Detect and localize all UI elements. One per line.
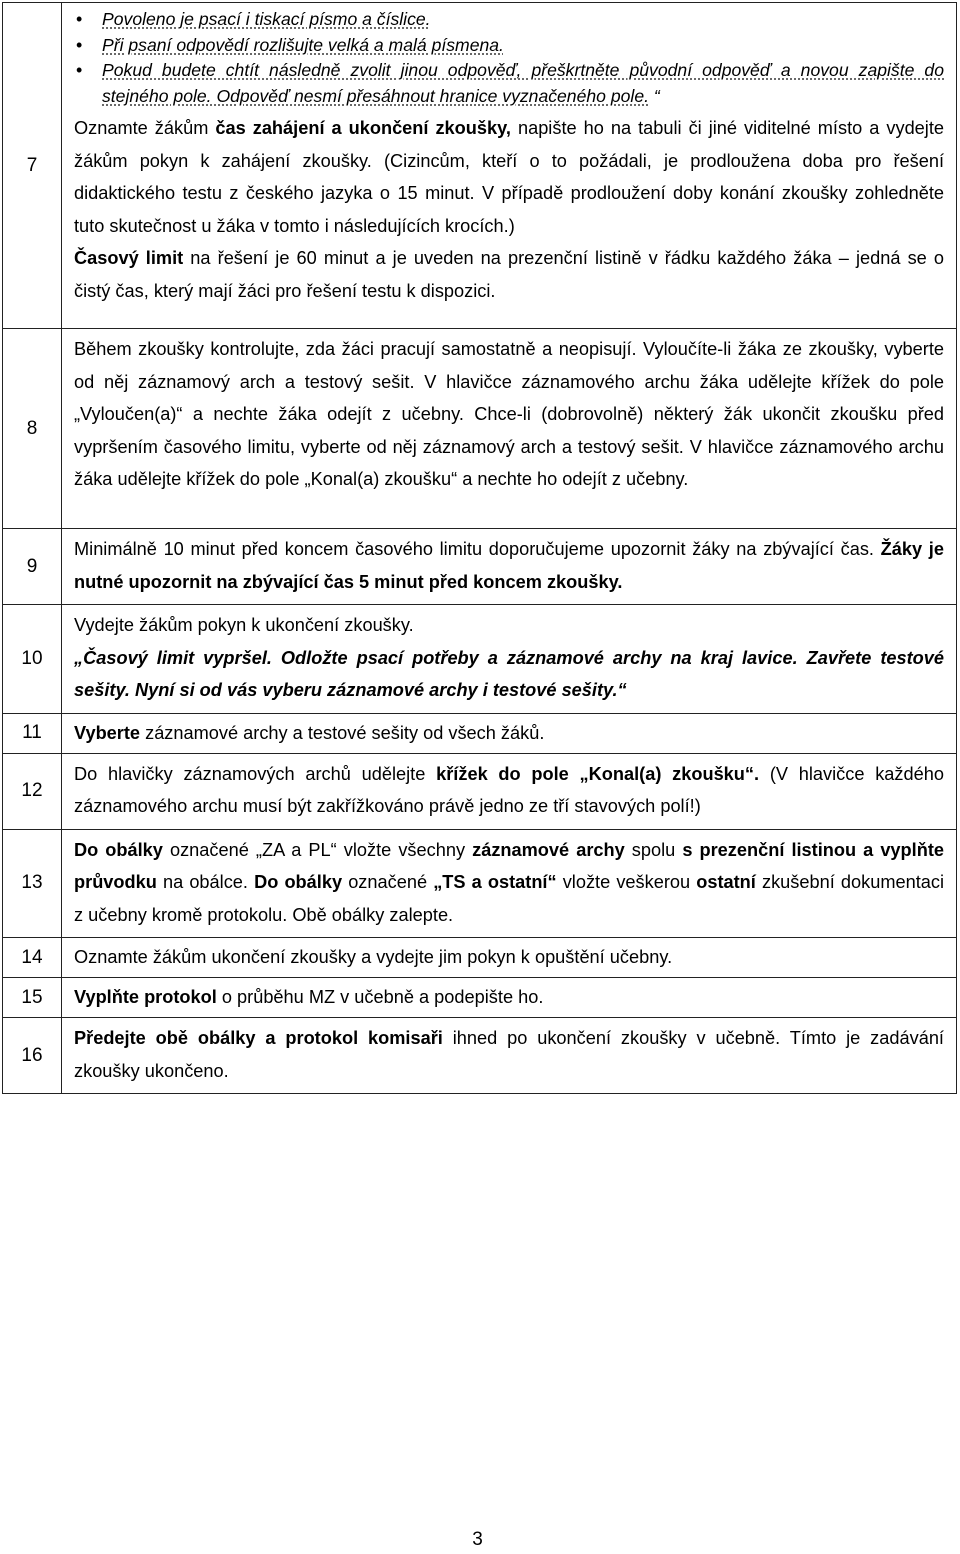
step-body bbox=[62, 938, 957, 978]
step-row-16 bbox=[3, 1018, 957, 1094]
step-number: 13 bbox=[3, 829, 62, 938]
step-row-12 bbox=[3, 753, 957, 829]
step-number: 8 bbox=[3, 329, 62, 529]
step-row-15 bbox=[3, 978, 957, 1018]
step-number: 12 bbox=[3, 753, 62, 829]
step-number: 16 bbox=[3, 1018, 62, 1094]
step-row-11 bbox=[3, 713, 957, 753]
answer-rules-list bbox=[74, 7, 944, 109]
step-number: 10 bbox=[3, 605, 62, 714]
list-item: • Při psaní odpovědí rozlišujte velká a malá písmena. bbox=[102, 33, 944, 59]
step-number: 7 bbox=[3, 3, 62, 329]
step-row-9 bbox=[3, 529, 957, 605]
list-item: • Povoleno je psací i tiskací písmo a číslice. bbox=[102, 7, 944, 33]
paragraph: Vyplňte protokol o průběhu MZ v učebně a podepište ho. bbox=[74, 987, 544, 1007]
step-row-13 bbox=[3, 829, 957, 938]
step-body bbox=[62, 329, 957, 529]
paragraph: Předejte obě obálky a protokol komisaři ihned po ukončení zkoušky v učebně. Tímto je zadávání zkoušky ukončeno. bbox=[74, 1028, 944, 1081]
step-body bbox=[62, 529, 957, 605]
step-body bbox=[62, 1018, 957, 1094]
paragraph: Vydejte žákům pokyn k ukončení zkoušky. bbox=[74, 615, 414, 635]
paragraph: Do obálky označené „ZA a PL“ vložte všechny záznamové archy spolu s prezenční listinou a vyplňte průvodku na obálce. Do obálky označené „TS a ostatní“ vložte veškerou ostatní zkušební dokumentaci z učebny kromě protokolu. Obě obálky zalepte. bbox=[74, 839, 945, 925]
paragraph: Minimálně 10 minut před koncem časového limitu doporučujeme upozornit žáky na zbývající čas. Žáky je nutné upozornit na zbývající čas 5 minut před koncem zkoušky. bbox=[74, 539, 944, 592]
step-number: 14 bbox=[3, 938, 62, 978]
paragraph: Vyberte záznamové archy a testové sešity od všech žáků. bbox=[74, 722, 545, 743]
paragraph: Do hlavičky záznamových archů udělejte křížek do pole „Konal(a) zkoušku“. (V hlavičce každého záznamového archu musí být zakřížkováno právě jedno ze tří stavových polí!) bbox=[74, 763, 944, 816]
step-body bbox=[62, 753, 957, 829]
paragraph: Oznamte žákům ukončení zkoušky a vydejte jim pokyn k opuštění učebny. bbox=[74, 947, 673, 967]
step-number: 15 bbox=[3, 978, 62, 1018]
steps-table bbox=[2, 2, 957, 1094]
paragraph: Časový limit na řešení je 60 minut a je uveden na prezenční listině v řádku každého žáka – jedná se o čistý čas, který mají žáci pro řešení testu k dispozici. bbox=[74, 248, 944, 301]
step-body bbox=[62, 713, 957, 753]
step-row-8 bbox=[3, 329, 957, 529]
page-number: 3 bbox=[472, 1529, 483, 1550]
paragraph: „Časový limit vypršel. Odložte psací potřeby a záznamové archy na kraj lavice. Zavřete testové sešity. Nyní si od vás vyberu záznamové archy i testové sešity.“ bbox=[74, 647, 944, 700]
step-row-10 bbox=[3, 605, 957, 714]
step-body bbox=[62, 829, 957, 938]
step-body bbox=[62, 605, 957, 714]
step-body bbox=[62, 3, 957, 329]
list-item: • Pokud budete chtít následně zvolit jinou odpověď, přeškrtněte původní odpověď a novou zapište do stejného pole. Odpověď nesmí přesáhnout hranice vyznačeného pole. “ bbox=[102, 58, 944, 109]
step-number: 9 bbox=[3, 529, 62, 605]
instructions-sheet bbox=[2, 2, 957, 1094]
step-number: 11 bbox=[3, 713, 62, 753]
paragraph: Oznamte žákům čas zahájení a ukončení zkoušky, napište ho na tabuli či jiné viditelné místo a vydejte žákům pokyn k zahájení zkoušky. (Cizincům, kteří o to požádali, je prodloužena doba pro řešení didaktického testu z českého jazyka o 15 minut. V případě prodloužení doby konání zkoušky zohledněte tuto skutečnost u žáka v tomto i následujících krocích.) bbox=[74, 118, 945, 236]
step-row-14 bbox=[3, 938, 957, 978]
step-row-7 bbox=[3, 3, 957, 329]
step-body bbox=[62, 978, 957, 1018]
paragraph: Během zkoušky kontrolujte, zda žáci pracují samostatně a neopisují. Vyloučíte-li žáka ze zkoušky, vyberte od něj záznamový arch a testový sešit. V hlavičce záznamového archu žáka udělejte křížek do pole „Vyloučen(a)“ a nechte žáka odejít z učebny. Chce-li (dobrovolně) některý žák ukončit zkoušku před vypršením časového limitu, vyberte od něj záznamový arch a testový sešit. V hlavičce záznamového archu žáka udělejte křížek do pole „Konal(a) zkoušku“ a nechte ho odejít z učebny. bbox=[74, 339, 944, 489]
